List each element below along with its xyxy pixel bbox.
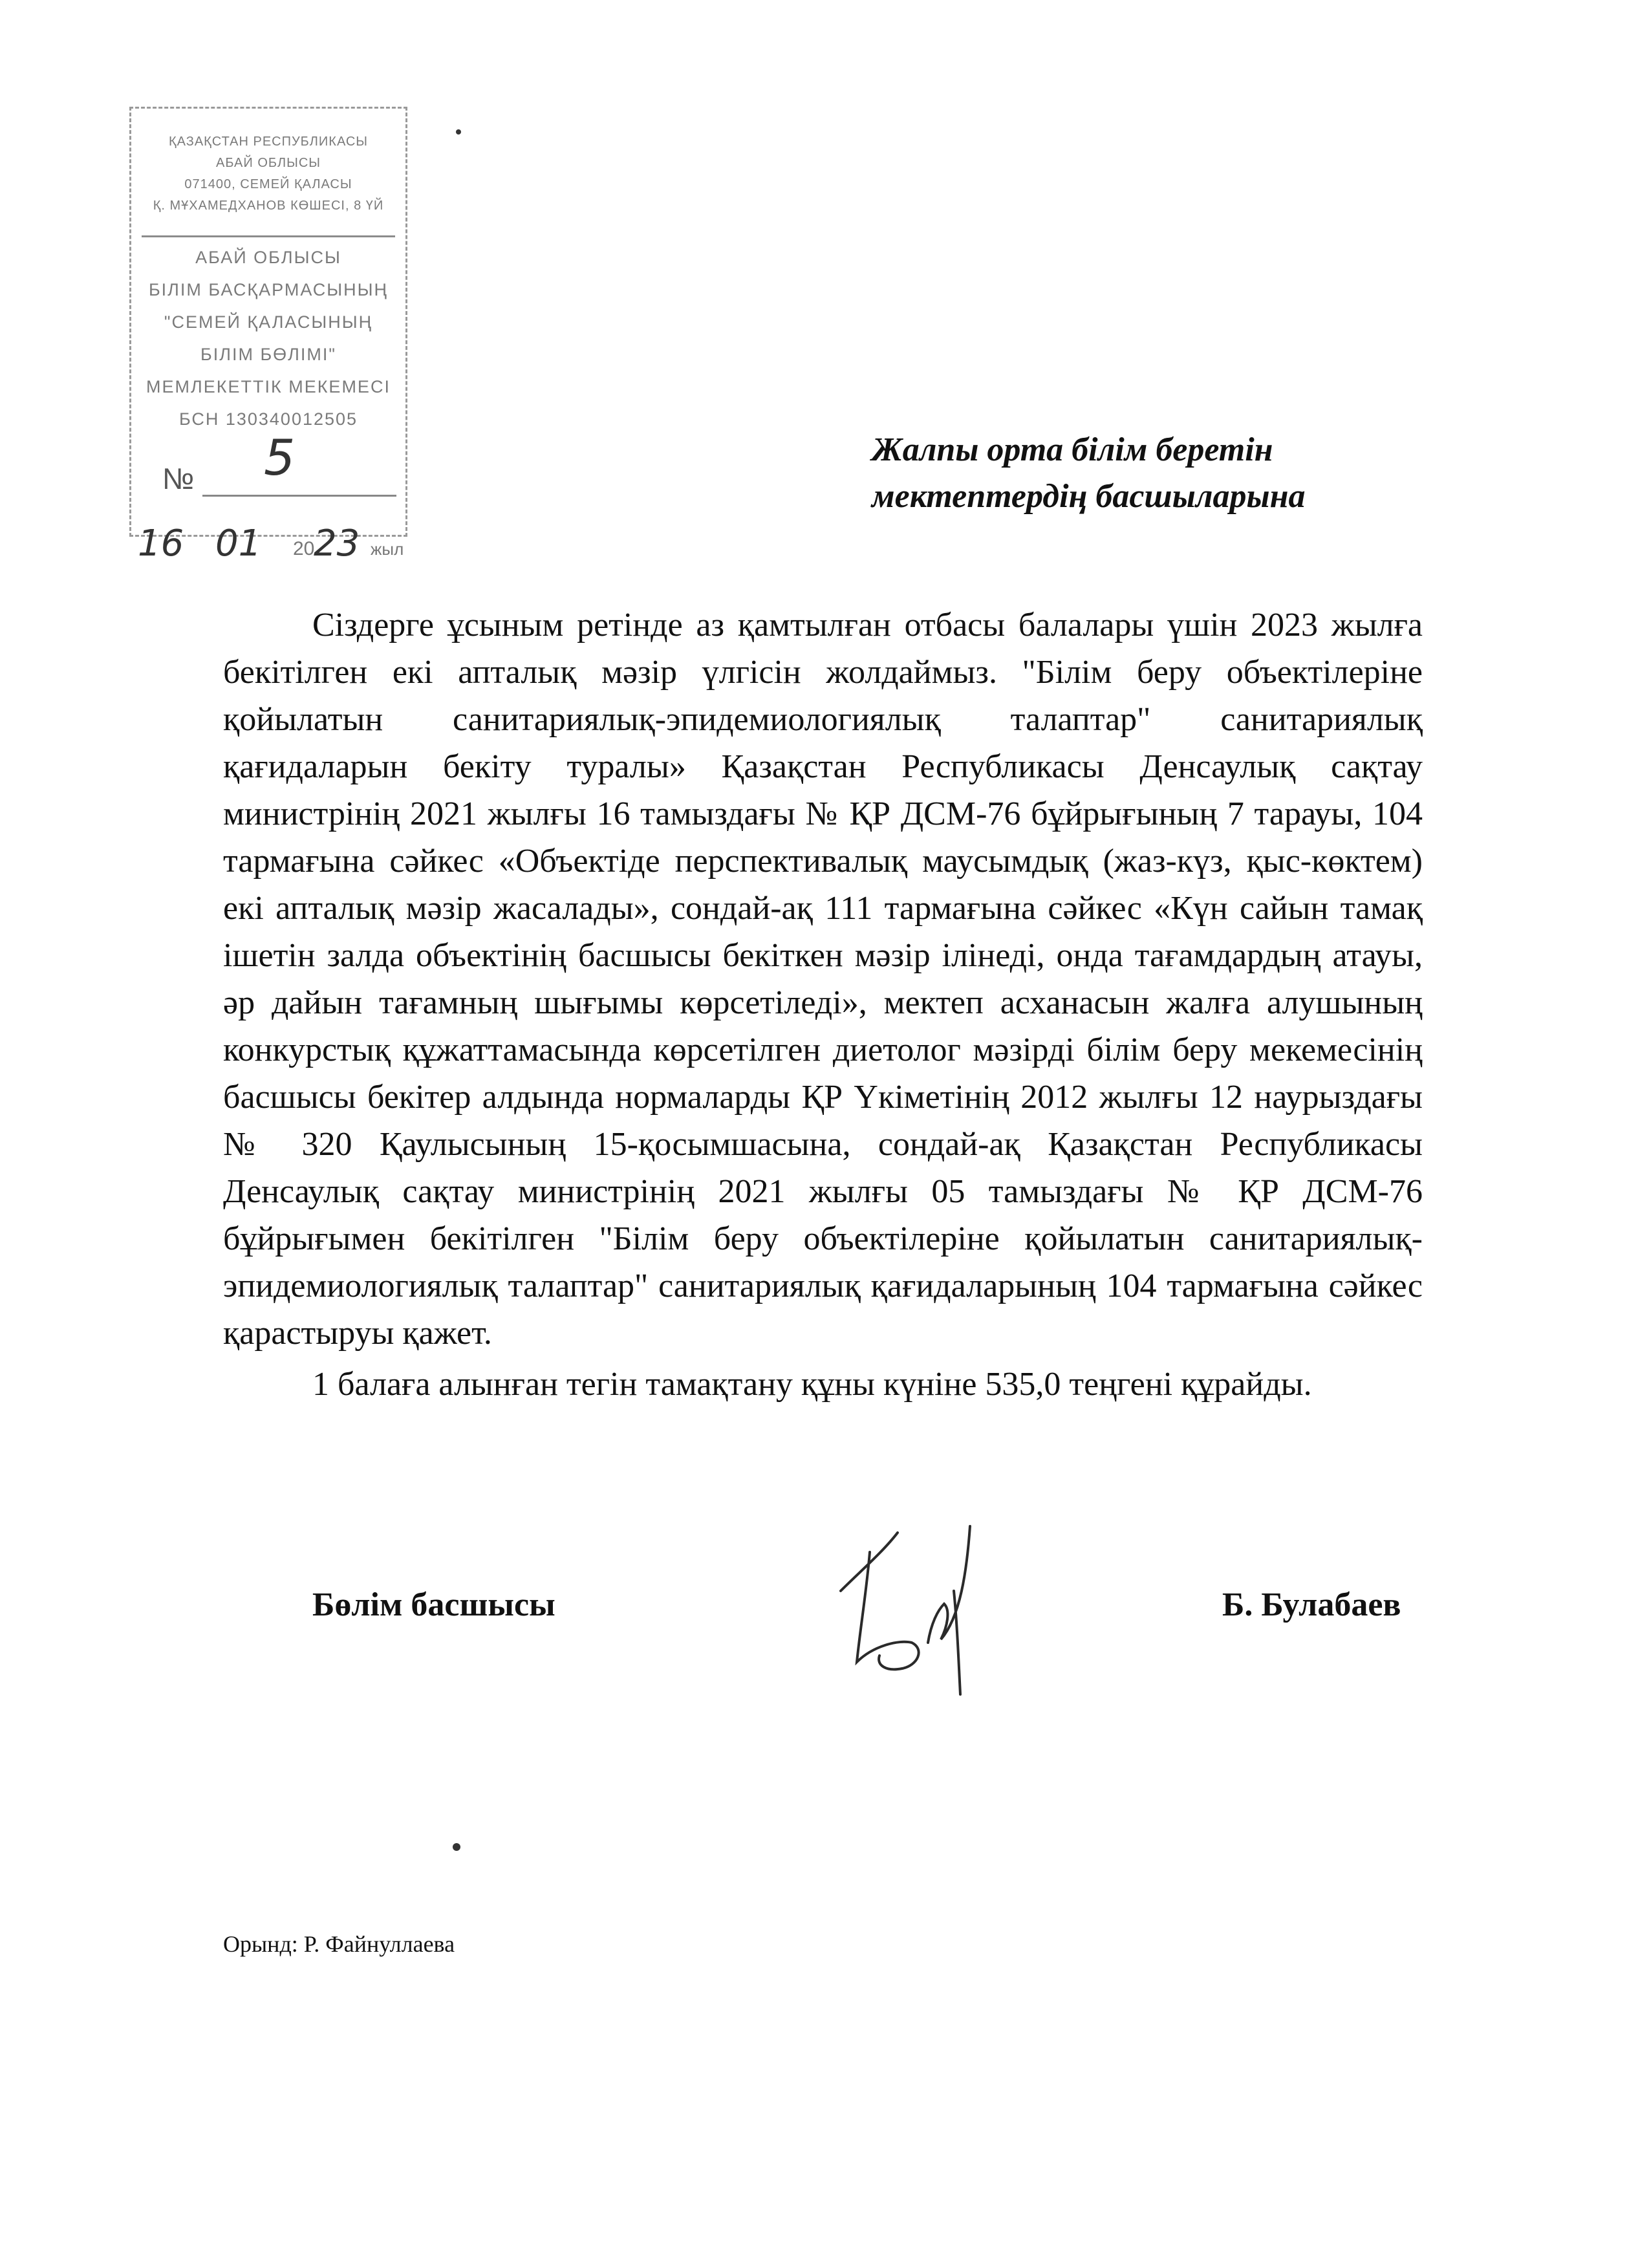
stamp-divider [142, 235, 395, 237]
body-paragraph: Сіздерге ұсыным ретінде аз қамтылған отбасы балалары үшін 2023 жылға бекітілген екі апталық мәзір үлгісін жолдаймыз. "Білім беру объектілеріне қойылатын санитариялық-эпидемиологиялық талаптар" санитариялық қағидаларын бекіту туралы» Қазақстан Республикасы Денсаулық сақтау министрінің 2021 жылғы 16 тамыздағы № ҚР ДСМ-76 бұйрығының 7 тарауы, 104 тармағына сәйкес «Объектіде перспективалық маусымдық (жаз-күз, қыс-көктем) екі апталық мәзір жасалады», сондай-ақ 111 тармағына сәйкес «Күн сайын тамақ ішетін залда объектінің басшысы бекіткен мәзір ілінеді, онда тағамдардың атауы, әр дайын тағамның шығымы көрсетіледі», мектеп асханасын жалға алушының конкурстық құжаттамасында көрсетілген диетолог мәзірді білім беру мекемесінің басшысы бекітер алдында нормаларды ҚР Үкіметінің 2012 жылғы 12 наурыздағы № 320 Қаулысының 15-қосымшасына, сондай-ақ Қазақстан Республикасы Денсаулық сақтау министрінің 2021 жылғы 05 тамыздағы № ҚР ДСМ-76 бұйрығымен бекітілген "Білім беру объектілеріне қойылатын санитариялық-эпидемиологиялық талаптар" санитариялық қағидаларының 104 тармағына сәйкес қарастыруы қажет. [223, 607, 1423, 1352]
stamp-date-year-prefix: 20 [293, 538, 315, 559]
addressee-line: Жалпы орта білім беретін [872, 431, 1273, 468]
handwritten-signature [821, 1513, 1002, 1701]
registration-stamp [129, 107, 407, 565]
stamp-org-line: "СЕМЕЙ ҚАЛАСЫНЫҢ [164, 312, 373, 332]
stamp-number-line [202, 495, 396, 497]
addressee [872, 427, 1305, 520]
stamp-date-suffix: жыл [371, 539, 404, 559]
stamp-header-line: Қ. МҰХАМЕДХАНОВ КӨШЕСІ, 8 ҮЙ [153, 199, 384, 213]
stamp-org-line: МЕМЛЕКЕТТІК МЕКЕМЕСІ [146, 377, 391, 396]
stamp-date-year: 23 [314, 523, 360, 565]
stamp-number-value: 5 [264, 429, 296, 486]
signatory-title: Бөлім басшысы [312, 1586, 555, 1623]
stamp-org-line: АБАЙ ОБЛЫСЫ [195, 248, 341, 267]
stamp-header-line: АБАЙ ОБЛЫСЫ [216, 156, 321, 170]
scan-dot [453, 1843, 460, 1851]
stamp-header-line: ҚАЗАҚСТАН РЕСПУБЛИКАСЫ [168, 135, 369, 149]
stamp-organization-block [131, 241, 405, 435]
body-paragraph: 1 балаға алынған тегін тамақтану құны күніне 535,0 теңгені құрайды. [312, 1366, 1312, 1403]
stamp-date-month: 01 [215, 523, 262, 565]
stamp-org-line: БІЛІМ БӨЛІМІ" [200, 345, 336, 364]
stamp-number-label: № [162, 462, 195, 495]
letter-body [223, 601, 1423, 1408]
stamp-date-day: 16 [138, 523, 184, 565]
addressee-line: мектептердің басшыларына [872, 478, 1306, 515]
stamp-org-line: БСН 130340012505 [178, 409, 358, 429]
scan-dot [456, 129, 461, 135]
stamp-header-line: 071400, СЕМЕЙ ҚАЛАСЫ [184, 177, 352, 191]
stamp-org-line: БІЛІМ БАСҚАРМАСЫНЫҢ [148, 280, 389, 299]
signatory-name: Б. Булабаев [1222, 1586, 1401, 1623]
executor-note: Орынд: Р. Файнуллаева [223, 1931, 455, 1957]
